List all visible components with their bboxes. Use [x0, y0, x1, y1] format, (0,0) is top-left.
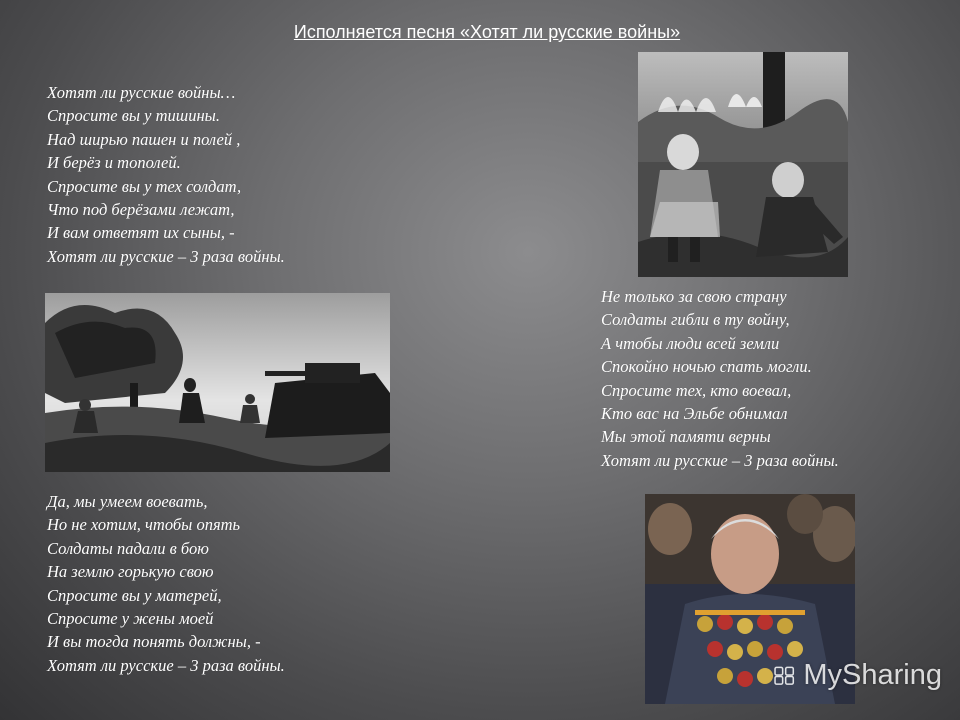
verse-line: Солдаты гибли в ту войну, [601, 310, 790, 330]
verse-line: И берёз и тополей. [47, 153, 181, 173]
photo-battle [45, 293, 390, 472]
verse-line: Спросите вы у тех солдат, [47, 176, 242, 196]
verse-line: Да, мы умеем воевать, [47, 492, 208, 511]
verse-line: И вы тогда понять должны, - [47, 632, 261, 652]
verse-line: А чтобы люди всей земли [601, 333, 780, 353]
verse-line: Спокойно ночью спать могли. [601, 357, 812, 377]
verse-line: На землю горькую свою [47, 562, 214, 582]
watermark-text: MySharing [803, 658, 942, 691]
verse-line: Спросите вы у матерей, [47, 585, 222, 605]
verse-line: Спросите тех, кто воевал, [601, 380, 792, 400]
verse-line: Хотят ли русские – 3 раза войны. [601, 450, 839, 470]
verse-2 [601, 285, 839, 472]
verse-line: Что под берёзами лежат, [47, 200, 235, 220]
watermark [772, 655, 942, 695]
verse-line: Но не хотим, чтобы опять [47, 515, 241, 535]
verse-line: И вам ответят их сыны, - [47, 223, 235, 243]
verse-line: Хотят ли русские войны… [47, 83, 236, 102]
photo-children [638, 52, 848, 277]
verse-1 [47, 81, 285, 268]
verse-line: Мы этой памяти верны [601, 427, 771, 447]
slide-title: Исполняется песня «Хотят ли русские войны» [293, 22, 681, 42]
verse-line: Солдаты падали в бою [47, 538, 209, 558]
verse-line: Хотят ли русские – 3 раза войны. [47, 246, 285, 266]
verse-line: Не только за свою страну [601, 287, 787, 306]
mysharing-logo-icon [772, 657, 799, 693]
verse-line: Кто вас на Эльбе обнимал [601, 404, 788, 424]
verse-line: Хотят ли русские – 3 раза войны. [47, 655, 285, 675]
verse-3 [47, 490, 285, 677]
verse-line: Спросите вы у тишины. [47, 106, 220, 126]
verse-line: Над ширью пашен и полей , [47, 129, 241, 149]
verse-line: Спросите у жены моей [47, 609, 214, 629]
